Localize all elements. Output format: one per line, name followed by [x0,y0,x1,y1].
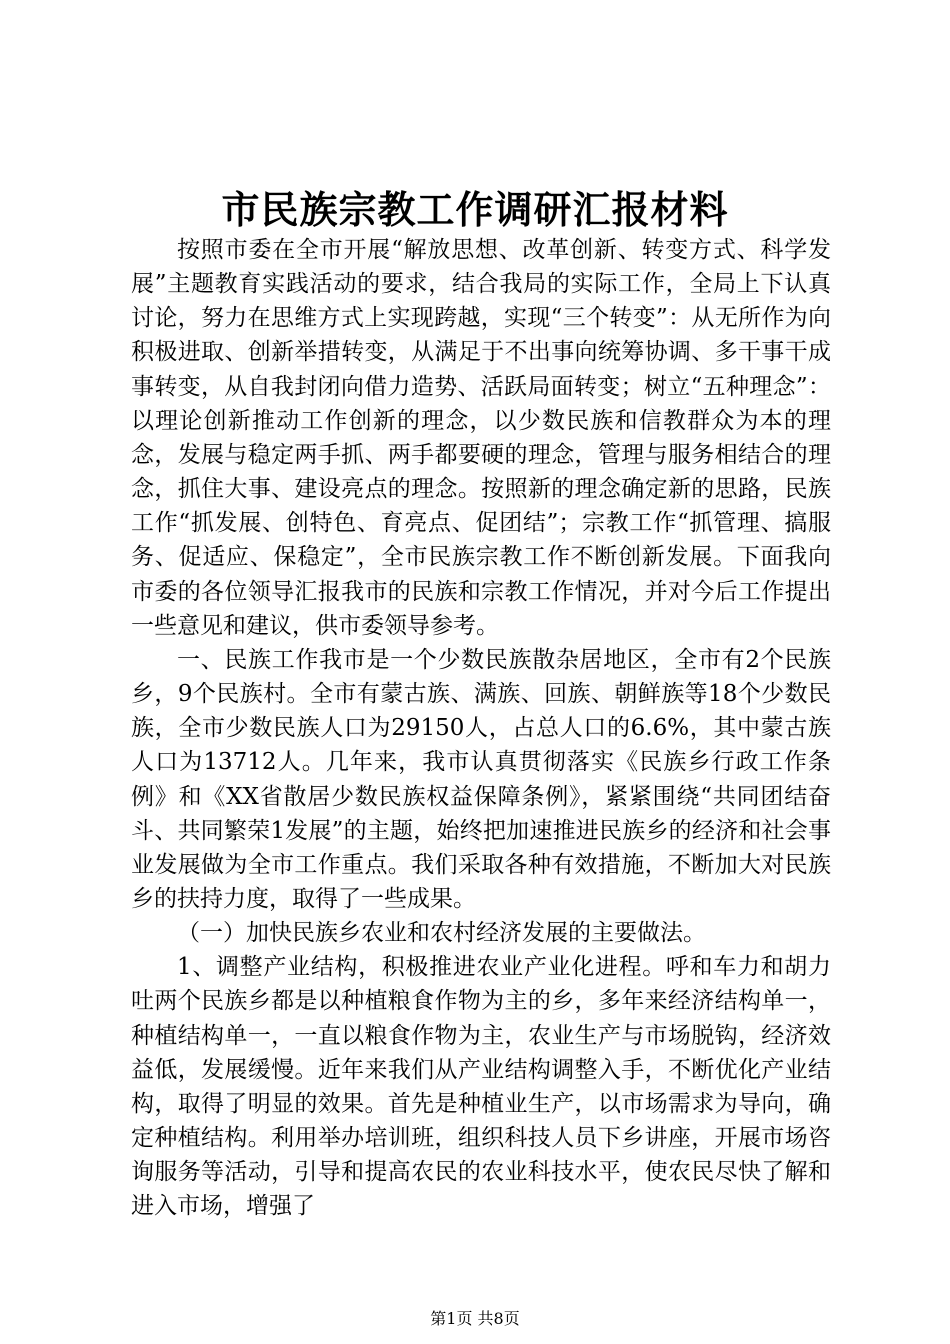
document-body [131,233,831,1224]
page-footer: 第1页 共8页 [430,1309,520,1328]
document-title: 市民族宗教工作调研汇报材料 [221,187,729,232]
paragraph: 按照市委在全市开展“解放思想、改革创新、转变方式、科学发展”主题教育实践活动的要求，结合我局的实际工作，全局上下认真讨论，努力在思维方式上实现跨越，实现“三个转变”：从无所作为向积极进取、创新举措转变，从满足于不出事向统筹协调、多干事干成事转变，从自我封闭向借力造势、活跃局面转变；树立“五种理念”：以理论创新推动工作创新的理念，以少数民族和信教群众为本的理念，发展与稳定两手抓、两手都要硬的理念，管理与服务相结合的理念，抓住大事、建设亮点的理念。按照新的理念确定新的思路，民族工作“抓发展、创特色、育亮点、促团结”；宗教工作“抓管理、搞服务、促适应、保稳定”，全市民族宗教工作不断创新发展。下面我向市委的各位领导汇报我市的民族和宗教工作情况，并对今后工作提出一些意见和建议，供市委领导参考。 [131,237,831,639]
paragraph: （一）加快民族乡农业和农村经济发展的主要做法。 [177,920,706,947]
paragraph: 1、调整产业结构，积极推进农业产业化进程。呼和车力和胡力吐两个民族乡都是以种植粮食作物为主的乡，多年来经济结构单一，种植结构单一，一直以粮食作物为主，农业生产与市场脱钩，经济效益低，发展缓慢。近年来我们从产业结构调整入手，不断优化产业结构，取得了明显的效果。首先是种植业生产，以市场需求为导向，确定种植结构。利用举办培训班，组织科技人员下乡讲座，开展市场咨询服务等活动，引导和提高农民的农业科技水平，使农民尽快了解和进入市场，增强了 [131,954,831,1220]
paragraph: 一、民族工作我市是一个少数民族散杂居地区，全市有2个民族乡，9个民族村。全市有蒙古族、满族、回族、朝鲜族等18个少数民族，全市少数民族人口为29150人，占总人口的6.6%，其中蒙古族人口为13712人。几年来，我市认真贯彻落实《民族乡行政工作条例》和《XX省散居少数民族权益保障条例》，紧紧围绕“共同团结奋斗、共同繁荣1发展”的主题，始终把加速推进民族乡的经济和社会事业发展做为全市工作重点。我们采取各种有效措施，不断加大对民族乡的扶持力度，取得了一些成果。 [131,646,831,912]
